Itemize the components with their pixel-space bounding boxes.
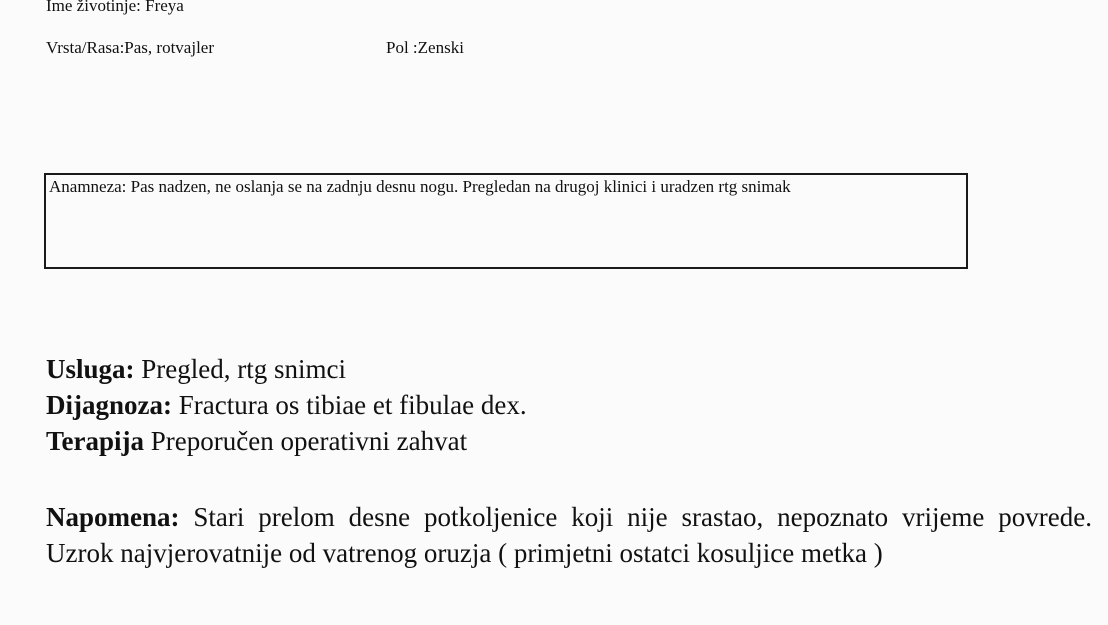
diagnosis-value: Fractura os tibiae et fibulae dex. [178, 390, 527, 420]
sex-line [386, 38, 464, 58]
animal-name-line [46, 0, 184, 16]
therapy-label: Terapija [46, 426, 145, 456]
anamnesis-text [49, 177, 791, 197]
note-text: Stari prelom desne potkoljenice koji nije srastao, nepoznato vrijeme povrede. Uzrok najvjerovatnije od vatrenog oruzja ( primjetni ostatci kosuljice metka ) [46, 502, 1092, 568]
sex-label: Pol : [386, 38, 418, 57]
sex-value: Zenski [417, 38, 464, 57]
note-paragraph [46, 499, 1092, 571]
species-label: Vrsta/Rasa: [46, 38, 125, 57]
diagnosis-line [46, 387, 527, 423]
service-line [46, 351, 346, 387]
cut-off-text [395, 0, 582, 2]
animal-name-value: Freya [145, 0, 184, 15]
service-label: Usluga: [46, 354, 135, 384]
service-value: Pregled, rtg snimci [141, 354, 346, 384]
anamnesis-label: Anamneza: [49, 177, 127, 196]
therapy-value: Preporučen operativni zahvat [150, 426, 468, 456]
therapy-line [46, 423, 467, 459]
species-line [46, 38, 214, 58]
note-label: Napomena: [46, 502, 180, 532]
animal-name-label: Ime životinje: [46, 0, 141, 15]
diagnosis-label: Dijagnoza: [46, 390, 172, 420]
anamnesis-box [44, 173, 968, 269]
species-value: Pas, rotvajler [124, 38, 214, 57]
anamnesis-value: Pas nadzen, ne oslanja se na zadnju desnu nogu. Pregledan na drugoj klinici i uradzen rtg snimak [130, 177, 791, 196]
